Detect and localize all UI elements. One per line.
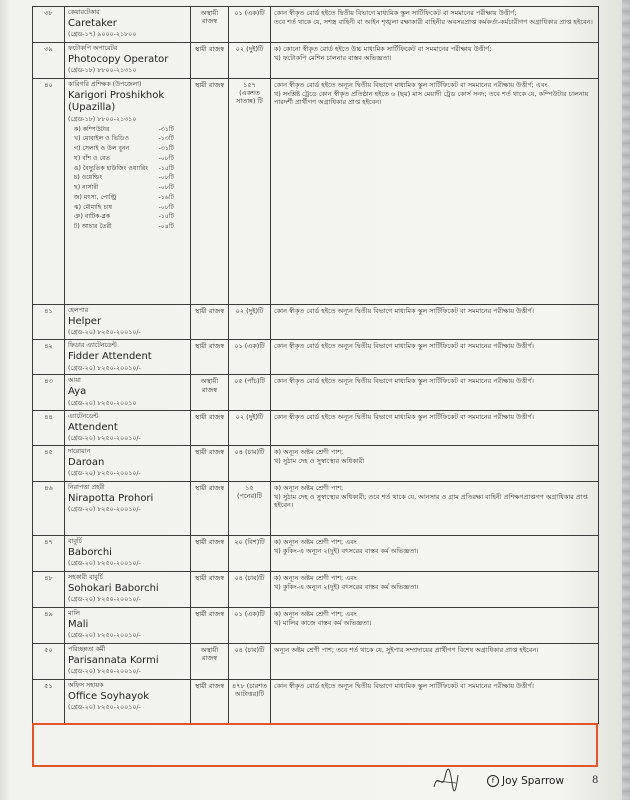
post-name-en: Mali [68, 618, 89, 630]
post-name-en: Photocopy Operator [68, 53, 169, 65]
trade-count: -০৪টি [158, 223, 174, 231]
requirement-cell [271, 535, 599, 571]
post-cell [65, 535, 191, 571]
post-status: স্থায়ী রাজস্ব [191, 340, 229, 375]
post-quantity: ০১ (এক)টি [229, 7, 271, 43]
table-row [33, 340, 599, 375]
post-name-en: Baborchi [68, 546, 112, 558]
requirement-line: কোন স্বীকৃত বোর্ড হইতে অন্যূন দ্বিতীয় বিভাগে মাধ্যমিক স্কুল সার্টিফিকেট বা সমমানের পরীক্ষায় উত্তীর্ণ। [274, 377, 534, 386]
table-row [33, 7, 599, 43]
table-row [33, 607, 599, 643]
trade-count: -০৮টি [158, 184, 174, 192]
post-status: অস্থায়ী রাজস্ব [191, 7, 229, 43]
post-name-en: Helper [68, 315, 102, 327]
post-cell [65, 305, 191, 340]
trade-count: -০৮টি [158, 154, 174, 162]
requirement-cell [271, 607, 599, 643]
post-grade: (গ্রেড-২০) ৮২৫০-২০০১০/- [68, 329, 141, 337]
table-row [33, 445, 599, 481]
post-quantity: ০৪ (চার)টি [229, 643, 271, 679]
trade-count: -১৫টি [158, 164, 174, 172]
table-row [33, 43, 599, 79]
requirement-line: খ) সুঠাম দেহ ও সুস্বাস্থ্যের অধিকারী; তবে শর্ত থাকে যে, আনসার ও গ্রাম প্রতিরক্ষা বাহিনী প্রশিক্ষণপ্রাপ্তগণ অগ্রাধিকার প্রাপ্ত হইবেন। [274, 493, 588, 510]
requirement-cell [271, 305, 599, 340]
requirement-cell [271, 445, 599, 481]
post-quantity: ০২ (দুই)টি [229, 305, 271, 340]
post-name-bn: সহকারী বাবুর্চি [68, 573, 104, 581]
post-status: স্থায়ী রাজস্ব [191, 571, 229, 607]
trade-count: -০৮টি [158, 174, 174, 182]
post-quantity: ৪৭৮ (চারশত আটাত্তর)টি [229, 679, 271, 723]
post-cell [65, 43, 191, 79]
requirement-line: খ) সংশ্লিষ্ট ট্রেডে কোন স্বীকৃত প্রতিষ্ঠান হইতে ৬ (ছয়) মাস মেয়াদী ট্রেড কোর্স সনদ; তবে শর্ত থাকে যে, কম্পিউটার চালনায় পারদর্শী প্রার্থীগণ অগ্রাধিকার প্রাপ্ত হইবেন। [274, 90, 589, 107]
post-name-en: Parisannata Kormi [68, 654, 159, 666]
post-quantity: ১৫ (পনের)টি [229, 481, 271, 535]
requirement-cell [271, 643, 599, 679]
job-table [32, 6, 599, 724]
trade-item [74, 126, 174, 134]
post-grade: (গ্রেড-২০) ৮২৫০-২০০১০/- [68, 560, 141, 568]
post-name-bn: কেয়ারটেকার [68, 9, 100, 16]
post-status: স্থায়ী রাজস্ব [191, 305, 229, 340]
serial-number: ৪৩ [33, 375, 65, 410]
post-name-bn: ফিডার এ্যাটেনডেন্ট [68, 342, 117, 350]
post-quantity: ০৫ (পাঁচ)টি [229, 375, 271, 410]
requirement-cell [271, 375, 599, 410]
trade-item [74, 165, 174, 173]
post-status: স্থায়ী রাজস্ব [191, 679, 229, 723]
post-name-bn: হেলপার [68, 307, 89, 314]
trade-item [74, 155, 174, 163]
post-quantity: ০২ (দুই)টি [229, 43, 271, 79]
trade-name: ছ) নার্সারী [74, 184, 99, 192]
requirement-cell [271, 571, 599, 607]
post-quantity: ০১ (এক)টি [229, 340, 271, 375]
post-status: স্থায়ী রাজস্ব [191, 481, 229, 535]
requirement-cell [271, 43, 599, 79]
post-name-bn: এ্যাটেনডেন্ট [68, 412, 99, 420]
table-row [33, 79, 599, 305]
requirement-cell [271, 410, 599, 445]
serial-number: ৪৪ [33, 410, 65, 445]
trade-name: ঞ) বাটিক-ব্লক [74, 213, 111, 221]
requirement-line: কোন স্বীকৃত বোর্ড হইতে দ্বিতীয় বিভাগে মাধ্যমিক স্কুল সার্টিফিকেট বা সমমানের পরীক্ষায় উত্তীর্ণ; [274, 9, 517, 17]
serial-number: ৪১ [33, 305, 65, 340]
post-grade: (গ্রেড-২০) ৮২৫০-২০০১০/- [68, 506, 141, 514]
post-name-bn: আয়া [68, 377, 81, 385]
post-cell [65, 481, 191, 535]
trade-item [74, 184, 174, 192]
trade-item [74, 174, 174, 182]
post-name-bn: পরিচ্ছন্নতা কর্মী [68, 645, 106, 653]
trade-count: -৩১টি [158, 125, 174, 133]
table-row [33, 305, 599, 340]
post-quantity: ০২ (দুই)টি [229, 410, 271, 445]
serial-number: ৩৯ [33, 43, 65, 79]
post-grade: (গ্রেড-২০) ৮২৫০-২০০১০/- [68, 668, 141, 676]
requirement-line: কোন স্বীকৃত বোর্ড হইতে অন্যূন দ্বিতীয় বিভাগে মাধ্যমিক স্কুল সার্টিফিকেট বা সমমানের পরীক্ষায় উত্তীর্ণ। [274, 342, 534, 351]
post-status: স্থায়ী রাজস্ব [191, 535, 229, 571]
table-row [33, 535, 599, 571]
post-name-bn: বাবুর্চি [68, 537, 83, 545]
post-name-bn: ফটোকপি অপারেটর [68, 45, 118, 52]
trade-name: ক) কম্পিউটার [74, 125, 110, 133]
post-name-bn: দারোয়ান [68, 447, 91, 455]
requirement-line: কোন স্বীকৃত বোর্ড হইতে অন্যূন দ্বিতীয় বিভাগে মাধ্যমিক স্কুল সার্টিফিকেট বা সমমানের পরীক্ষায় উত্তীর্ণ; এবং [274, 81, 548, 89]
signature-icon [430, 765, 460, 795]
serial-number: ৪৮ [33, 571, 65, 607]
post-cell [65, 375, 191, 410]
requirement-line: ক) অন্যূন অষ্টম শ্রেণী পাশ; এবং [274, 609, 357, 618]
table-row [33, 643, 599, 679]
page-number: 8 [592, 775, 599, 786]
trade-count: -১৩টি [158, 135, 174, 143]
trade-count: -০৮টি [158, 203, 174, 211]
trade-name: ট) আচার তৈরী [74, 223, 112, 231]
requirement-line: খ) ফটোকপি মেশিন চালনার বাস্তব অভিজ্ঞতা। [274, 54, 392, 63]
post-name-en: Fidder Attendent [68, 351, 152, 363]
post-grade: (গ্রেড-২০) ৮২৫০-২০০১০/- [68, 704, 141, 712]
post-grade: (গ্রেড-১৭) ৯০০০-২১৮০০ [68, 31, 137, 39]
post-name-bn: কারিগরি প্রশিক্ষক (উপজেলা) [68, 81, 142, 88]
post-status: স্থায়ী রাজস্ব [191, 43, 229, 79]
requirement-line: খ) মালির কাজে বাস্তব কর্ম অভিজ্ঞতা। [274, 619, 372, 627]
serial-number: ৩৮ [33, 7, 65, 43]
serial-number: ৪২ [33, 340, 65, 375]
trade-name: জ) মৎস্য, পোল্ট্রি [74, 193, 117, 201]
post-name-en: Karigori Proshikhok (Upazilla) [68, 89, 165, 114]
table-row [33, 571, 599, 607]
trade-item [74, 194, 174, 202]
post-name-bn: অফিস সহায়ক [68, 681, 104, 689]
requirement-line: খ) সুঠাম দেহ ও সুস্বাস্থ্যের অধিকারী [274, 457, 365, 465]
requirement-line: ক) অন্যূন অষ্টম শ্রেণী পাশ; [274, 447, 344, 456]
trade-item [74, 145, 174, 153]
post-cell [65, 679, 191, 723]
requirement-line: ক) অন্যূন অষ্টম শ্রেণী পাশ; এবং [274, 537, 357, 546]
page-edge [622, 0, 630, 800]
requirement-line: অন্যূন অষ্টম শ্রেণী পাশ; তবে শর্ত থাকে যে, সুইপার সম্প্রদায়ের প্রার্থীগণ বিশেষ অগ্রাধিকার প্রাপ্ত হইবেন। [274, 645, 539, 654]
post-grade: (গ্রেড-১৮) ৮৮০০-২১৩১০ [68, 67, 137, 75]
post-quantity: ০১ (এক)টি [229, 607, 271, 643]
post-cell [65, 410, 191, 445]
post-cell [65, 643, 191, 679]
post-quantity: ২০ (বিশ)টি [229, 535, 271, 571]
serial-number: ৪৯ [33, 607, 65, 643]
requirement-line: কোন স্বীকৃত বোর্ড হইতে অন্যূন দ্বিতীয় বিভাগে মাধ্যমিক স্কুল সার্টিফিকেট বা সমমানের পরীক্ষায় উত্তীর্ণ। [274, 412, 534, 421]
table-row [33, 481, 599, 535]
trade-item [74, 223, 174, 231]
table-row [33, 679, 599, 723]
post-status: স্থায়ী রাজস্ব [191, 410, 229, 445]
post-cell [65, 7, 191, 43]
post-name-en: Aya [68, 386, 87, 398]
post-cell [65, 607, 191, 643]
post-grade: (গ্রেড-২০) ৮২৫০-২০০১০/- [68, 435, 141, 443]
requirement-cell [271, 79, 599, 305]
trade-name: ঙ) বৈদ্যুতিক হাউজিং ওয়্যারিং [74, 164, 149, 172]
post-name-bn: নিরাপত্তা প্রহরী [68, 483, 105, 491]
trade-count: -১৫টি [158, 213, 174, 221]
trade-name: ঝ) মৌমাছি চাষ [74, 203, 113, 211]
requirement-line: খ) কুকিং-এ অন্যূন ২(দুই) বৎসরের বাস্তব কর্ম অভিজ্ঞতা। [274, 583, 419, 591]
credit-text: Joy Sparrow [502, 775, 565, 787]
trade-name: খ) মোবাইল ও ভিডিও [74, 135, 129, 143]
post-quantity: ০৪ (চার)টি [229, 445, 271, 481]
trade-count: -৩১টি [158, 145, 174, 153]
post-grade: (গ্রেড-২০) ৮২৫০-২০০১০/- [68, 470, 141, 478]
post-status: স্থায়ী রাজস্ব [191, 445, 229, 481]
credit-watermark [487, 775, 564, 787]
trade-name: ঘ) বাঁশ ও বেত [74, 154, 111, 162]
post-grade: (গ্রেড-২০) ৮২৫০-২০০১০/- [68, 596, 141, 604]
post-name-en: Nirapotta Prohori [68, 492, 154, 504]
trade-item [74, 213, 174, 221]
circle-logo-icon: f [487, 775, 499, 787]
trade-item [74, 135, 174, 143]
table-row [33, 410, 599, 445]
table-row [33, 375, 599, 410]
post-quantity: ১৫৭ (একশত সাতান্ন) টি [229, 79, 271, 305]
trade-name: গ) সেলাই ও উল বুনন [74, 145, 130, 153]
post-name-en: Sohokari Baborchi [68, 582, 159, 594]
post-name-en: Caretaker [68, 17, 117, 29]
post-name-en: Office Soyhayok [68, 690, 150, 702]
serial-number: ৫০ [33, 643, 65, 679]
post-status: স্থায়ী রাজস্ব [191, 79, 229, 305]
post-cell [65, 340, 191, 375]
post-grade: (গ্রেড-২০) ৮২৫০-২০০১০/- [68, 632, 141, 640]
serial-number: ৪৬ [33, 481, 65, 535]
requirement-cell [271, 679, 599, 723]
serial-number: ৫১ [33, 679, 65, 723]
post-quantity: ০৪ (চার)টি [229, 571, 271, 607]
post-name-en: Attendent [68, 421, 118, 433]
requirement-line: ক) অন্যূন অষ্টম শ্রেণী পাশ; [274, 483, 344, 492]
post-status: স্থায়ী রাজস্ব [191, 607, 229, 643]
post-name-bn: মালি [68, 609, 80, 617]
post-cell [65, 571, 191, 607]
requirement-cell [271, 340, 599, 375]
trade-count: -১৬টি [158, 193, 174, 201]
serial-number: ৪৫ [33, 445, 65, 481]
requirement-line: তবে শর্ত থাকে যে, সশস্ত্র বাহিনী বা আইন শৃঙ্খলা রক্ষাকারী বাহিনীর অবসরপ্রাপ্ত কর্মকর্তা-কর্মচারীগণ অগ্রাধিকার প্রাপ্ত হইবেন। [274, 18, 593, 27]
requirement-line: ক) অন্যূন অষ্টম শ্রেণী পাশ; এবং [274, 573, 357, 582]
post-grade: (গ্রেড-১৮) ৮৮০০-২১৩১০ [68, 115, 137, 123]
requirement-line: কোন স্বীকৃত বোর্ড হইতে অন্যূন দ্বিতীয় বিভাগে মাধ্যমিক স্কুল সার্টিফিকেট বা সমমানের পরীক্ষায় উত্তীর্ণ। [274, 681, 534, 690]
trade-name: চ) ওয়েল্ডিং [74, 174, 103, 182]
post-cell [65, 445, 191, 481]
serial-number: ৪৭ [33, 535, 65, 571]
post-name-en: Daroan [68, 456, 105, 468]
requirement-cell [271, 7, 599, 43]
serial-number: ৪০ [33, 79, 65, 305]
requirement-line: ক) কোনো স্বীকৃত বোর্ড হইতে উচ্চ মাধ্যমিক সার্টিফিকেট বা সমমানের পরীক্ষায় উত্তীর্ণ; [274, 45, 492, 53]
requirement-line: খ) কুকিং-এ অন্যূন ২(দুই) বৎসরের বাস্তব কর্ম অভিজ্ঞতা। [274, 547, 419, 555]
post-grade: (গ্রেড-২০) ৮২৫০-২০০১০/- [68, 364, 141, 372]
post-cell [65, 79, 191, 305]
trade-item [74, 204, 174, 212]
post-status: অস্থায়ী রাজস্ব [191, 375, 229, 410]
post-status: অস্থায়ী রাজস্ব [191, 643, 229, 679]
post-grade: (গ্রেড-২০) ৮২৫০-২০০১০ [68, 399, 137, 407]
requirement-cell [271, 481, 599, 535]
requirement-line: কোন স্বীকৃত বোর্ড হইতে অন্যূন দ্বিতীয় বিভাগে মাধ্যমিক স্কুল সার্টিফিকেট বা সমমানের পরীক্ষায় উত্তীর্ণ। [274, 307, 534, 315]
